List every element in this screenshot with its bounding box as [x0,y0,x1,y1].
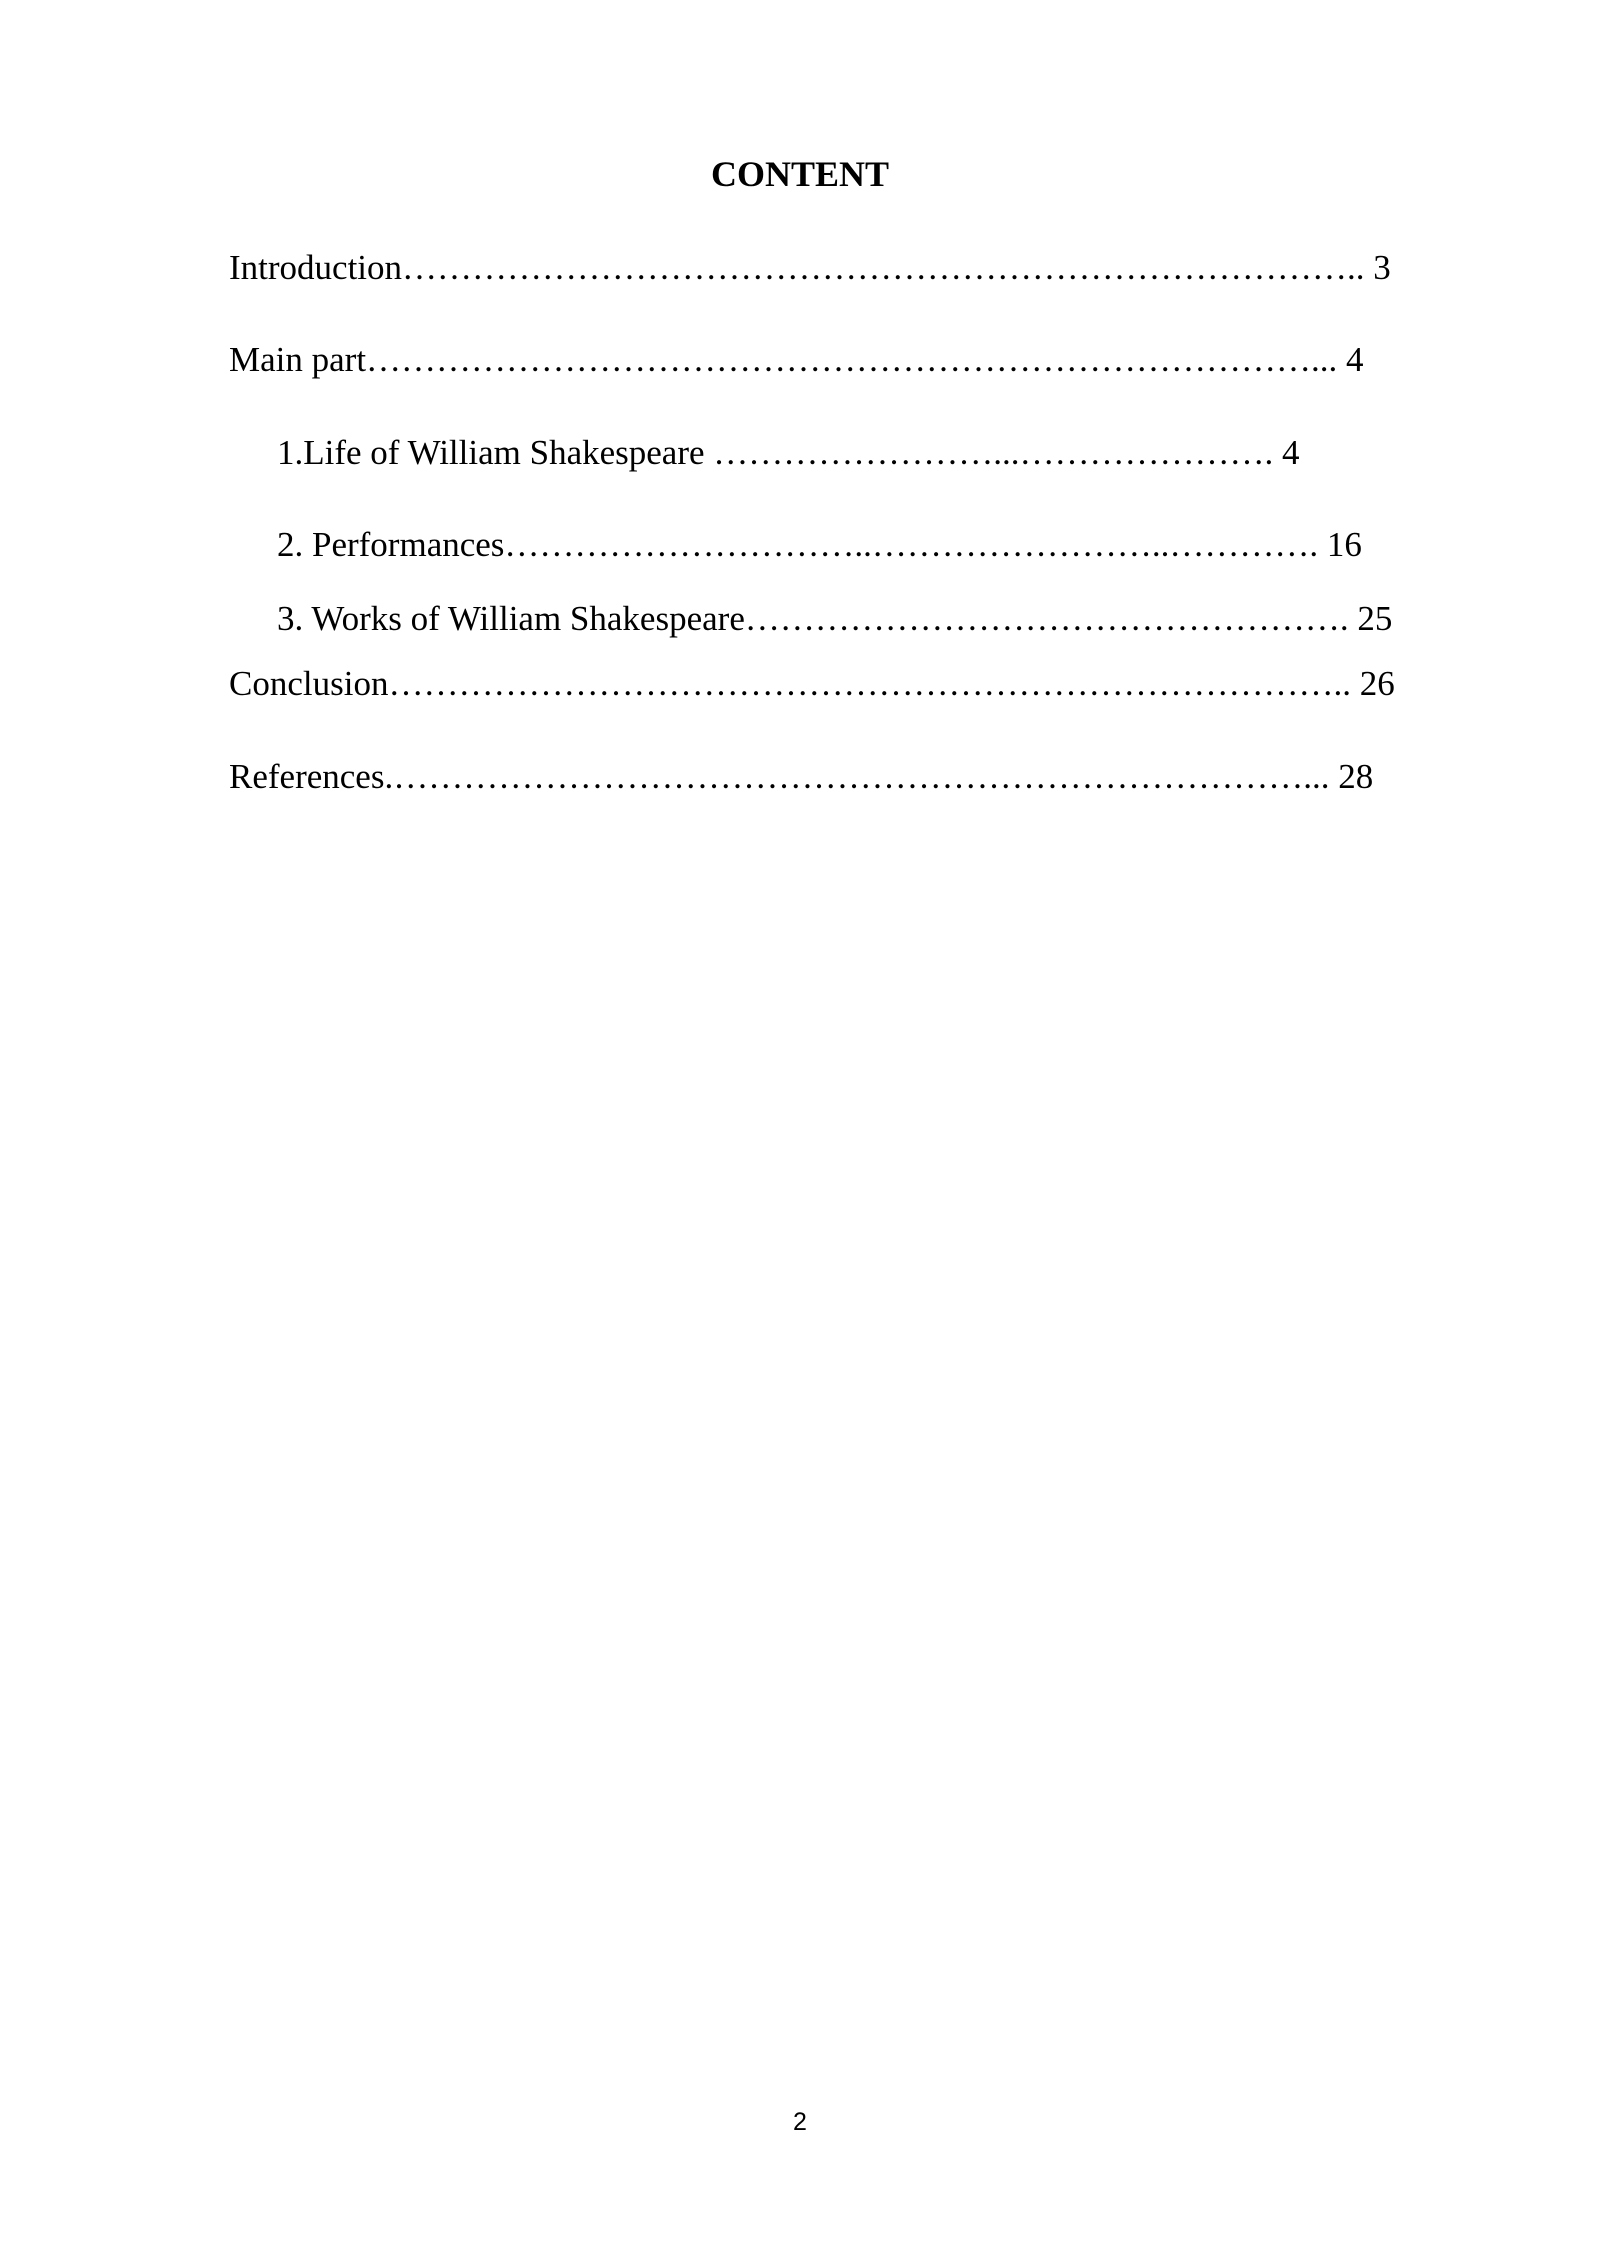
toc-entry-works: 3. Works of William Shakespeare……………………………………………. 25 [277,599,1393,638]
toc-entry-performances: 2. Performances…………………………..……………………..…………. 16 [277,525,1362,564]
toc-entry-introduction: Introduction……………………………………………………………………….. 3 [229,248,1391,287]
toc-entry-main-part: Main part………………………………………………………………………... 4 [229,340,1364,379]
toc-entry-life: 1.Life of William Shakespeare ……………………...…………………. 4 [277,433,1300,472]
toc-entry-conclusion: Conclusion……………………………………………………………………….. 26 [229,664,1395,703]
page-number: 2 [793,2108,807,2136]
page-title: CONTENT [710,154,890,194]
toc-entry-references: References.……………………………………………………………………... 28 [229,757,1374,796]
